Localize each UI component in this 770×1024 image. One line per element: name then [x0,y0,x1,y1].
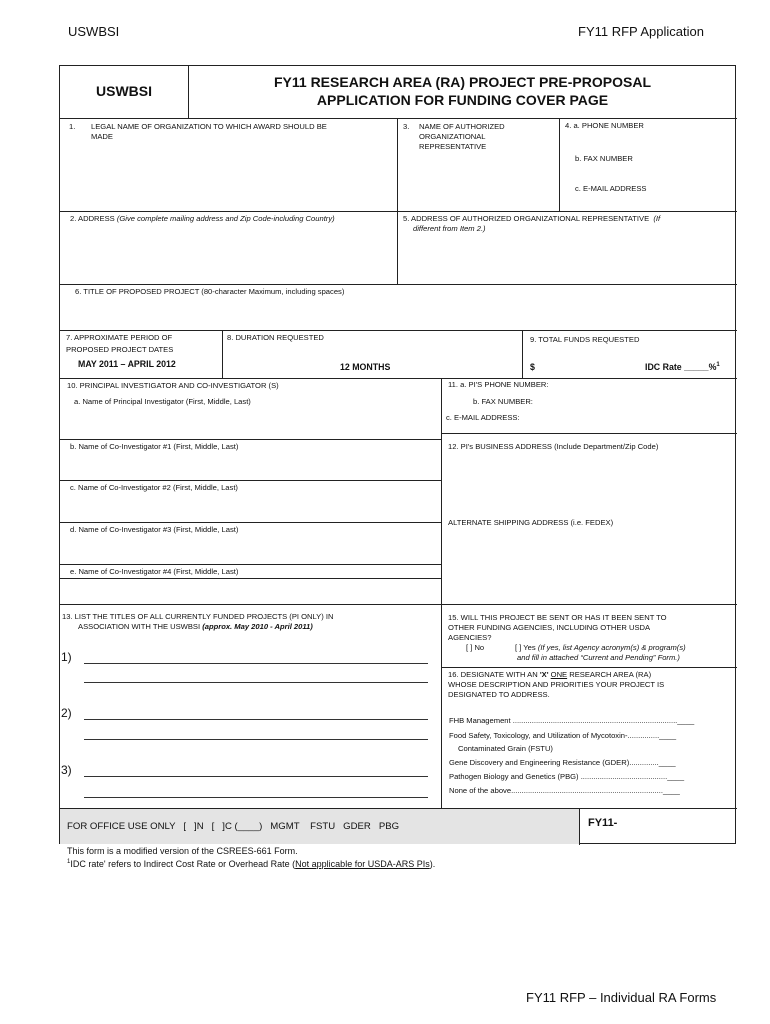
field-15-label-line3: AGENCIES? [448,633,492,642]
field-11c-email[interactable]: c. E-MAIL ADDRESS: [446,413,520,422]
field-5-rep-address[interactable] [403,214,733,234]
field-9-idc-footnote-ref: 1 [716,362,720,369]
field-9-label: 9. TOTAL FUNDS REQUESTED [530,335,640,344]
field-5-note2: different from Item 2.) [413,224,486,233]
note-footnote-mark: 1 [67,859,71,865]
ra-option-fhb[interactable]: FHB Management ..............................................................................____ [449,716,695,725]
org-name-cell: USWBSI [96,83,152,99]
note-line1: This form is a modified version of the CSREES-661 Form. [67,846,298,856]
alternate-shipping-address[interactable]: ALTERNATE SHIPPING ADDRESS (i.e. FEDEX) [448,518,614,527]
field-5-note1: (If [653,214,661,223]
field-4b-fax[interactable]: b. FAX NUMBER [575,154,633,163]
field-13-item-2-line-b[interactable] [84,739,428,740]
field-8-value[interactable]: 12 MONTHS [340,362,391,372]
field-15-yes-checkbox[interactable] [515,643,735,663]
field-9-idc-rate[interactable] [645,362,720,372]
field-7-period [66,333,220,355]
field-11a-pi-phone[interactable]: 11. a. PI'S PHONE NUMBER: [448,380,549,389]
field-13-item-1-line-a[interactable] [84,663,428,664]
field-3-label-line1: NAME OF AUTHORIZED [419,122,505,131]
note-line2-underlined: Not applicable for USDA-ARS PIs [295,859,430,869]
field-13-funded-projects [62,612,437,632]
field-13-label-line2: ASSOCIATION WITH THE USWBSI [78,622,201,631]
field-3-label-line3: REPRESENTATIVE [419,142,487,151]
field-1-label-line1: LEGAL NAME OF ORGANIZATION TO WHICH AWARD SHOULD BE [91,122,327,131]
field-10c-co-investigator-2[interactable]: c. Name of Co-Investigator #2 (First, Middle, Last) [70,483,238,492]
field-15-yes-note1: (If yes, list Agency acronym(s) & program(s) [537,643,686,652]
field-11b-fax[interactable]: b. FAX NUMBER: [473,397,533,406]
field-16-x: 'X' [539,670,549,679]
field-16-label-a: 16. DESIGNATE WITH AN [448,670,540,679]
field-2-address[interactable] [70,214,395,224]
field-7-label-line1: 7. APPROXIMATE PERIOD OF [66,333,173,342]
field-3-num: 3. [403,122,410,131]
field-1-label-line2: MADE [91,132,113,141]
note-line2-end: ). [429,859,436,869]
field-5-label: 5. ADDRESS OF AUTHORIZED ORGANIZATIONAL REPRESENTATIVE [403,214,650,223]
field-13-item-3-num: 3) [61,763,72,777]
field-15-label-line2: OTHER FUNDING AGENCIES, INCLUDING OTHER USDA [448,623,651,632]
note-line2-text: IDC rate' refers to Indirect Cost Rate or Overhead Rate ( [70,859,296,869]
field-10e-co-investigator-4[interactable]: e. Name of Co-Investigator #4 (First, Middle, Last) [70,567,239,576]
field-1-legal-name[interactable] [91,122,391,142]
field-15-yes-label: [ ] Yes [515,643,536,652]
field-10-label: 10. PRINCIPAL INVESTIGATOR AND CO-INVESTIGATOR (S) [67,381,279,390]
field-15-label-line1: 15. WILL THIS PROJECT BE SENT OR HAS IT BEEN SENT TO [448,613,667,622]
ra-option-none[interactable]: None of the above........................................................................____ [449,786,680,795]
form-title-line1: FY11 RESEARCH AREA (RA) PROJECT PRE-PROPOSAL [273,74,651,90]
field-10d-co-investigator-3[interactable]: d. Name of Co-Investigator #3 (First, Middle, Last) [70,525,239,534]
form-title [188,73,737,109]
page-footer: FY11 RFP – Individual RA Forms [526,990,717,1005]
field-2-label: 2. ADDRESS [70,214,115,223]
field-4a-phone[interactable]: 4. a. PHONE NUMBER [565,121,644,130]
cover-page-form [59,65,736,844]
field-16-label-line2: WHOSE DESCRIPTION AND PRIORITIES YOUR PROJECT IS [448,680,665,689]
field-6-project-title[interactable]: 6. TITLE OF PROPOSED PROJECT (80-character Maximum, including spaces) [75,287,345,296]
field-7-label-line2: PROPOSED PROJECT DATES [66,345,174,354]
field-15-other-agencies [448,613,734,643]
field-13-item-3-line-b[interactable] [84,797,428,798]
field-16-one: ONE [550,670,568,679]
field-3-label-line2: ORGANIZATIONAL [419,132,486,141]
form-title-line2: APPLICATION FOR FUNDING COVER PAGE [316,92,609,108]
field-10a-pi-name[interactable]: a. Name of Principal Investigator (First, Middle, Last) [74,397,251,406]
ra-option-pbg[interactable]: Pathogen Biology and Genetics (PBG) .........................................____ [449,772,685,781]
field-13-item-3-line-a[interactable] [84,776,428,777]
field-1-num: 1. [69,122,76,131]
field-8-label: 8. DURATION REQUESTED [227,333,324,342]
field-10b-co-investigator-1[interactable]: b. Name of Co-Investigator #1 (First, Middle, Last) [70,442,239,451]
page-header-left: USWBSI [68,24,120,39]
field-4c-email[interactable]: c. E-MAIL ADDRESS [575,184,647,193]
field-16-label-b: RESEARCH AREA (RA) [567,670,652,679]
field-12-business-address[interactable]: 12. PI's BUSINESS ADDRESS (Include Department/Zip Code) [448,442,659,451]
ra-option-fstu[interactable]: Food Safety, Toxicology, and Utilization of Mycotoxin-...............____ [449,731,677,740]
field-13-label-line1: 13. LIST THE TITLES OF ALL CURRENTLY FUNDED PROJECTS (PI ONLY) IN [62,612,334,621]
field-9-idc-text: IDC Rate _____% [645,362,717,372]
field-3-authorized-rep[interactable] [419,122,557,152]
field-15-yes-note2: and fill in attached “Current and Pending” Form.) [517,653,680,662]
field-16-research-area [448,670,734,700]
field-13-item-2-num: 2) [61,706,72,720]
form-notes [67,846,435,870]
field-2-note: (Give complete mailing address and Zip Code-including Country) [116,214,335,223]
ra-option-gder[interactable]: Gene Discovery and Engineering Resistance (GDER)..............____ [449,758,676,767]
field-13-item-2-line-a[interactable] [84,719,428,720]
ra-option-fstu-cont: Contaminated Grain (FSTU) [458,744,553,753]
field-13-note: (approx. May 2010 - April 2011) [202,622,313,631]
field-15-no-checkbox[interactable]: [ ] No [466,643,485,652]
office-use-only: FOR OFFICE USE ONLY [ ]N [ ]C (____) MGMT FSTU GDER PBG [67,821,400,832]
field-9-dollar[interactable]: $ [530,362,535,372]
field-13-item-1-line-b[interactable] [84,682,428,683]
field-13-item-1-num: 1) [61,650,72,664]
field-16-label-line3: DESIGNATED TO ADDRESS. [448,690,550,699]
fy-box[interactable]: FY11- [588,817,618,829]
page-header-right: FY11 RFP Application [578,24,704,39]
field-7-value[interactable]: MAY 2011 – APRIL 2012 [78,359,176,369]
